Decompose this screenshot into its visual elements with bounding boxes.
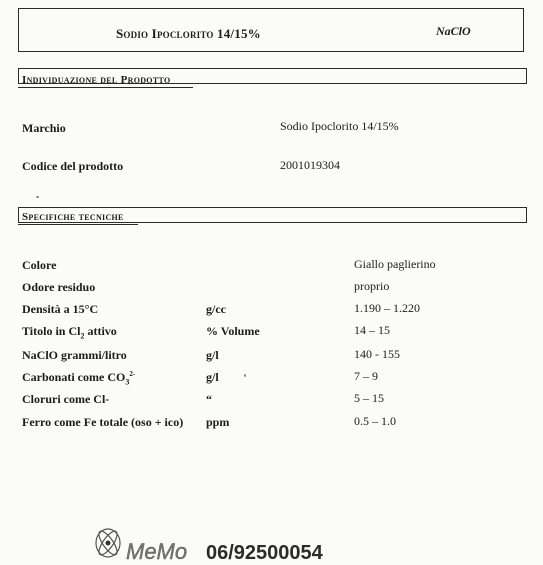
spec-label-naclo: NaClO grammi/litro	[22, 348, 127, 362]
scan-speck	[244, 374, 246, 377]
spec-label-odore: Odore residuo	[22, 280, 96, 294]
label-subscript: 3	[125, 377, 130, 387]
spec-label-densita: Densità a 15°C	[22, 302, 99, 316]
spec-value-carbonati: 7 – 9	[354, 369, 378, 383]
spec-unit-ferro: ppm	[206, 415, 230, 429]
label-superscript: 2-	[129, 370, 136, 378]
memo-logo	[92, 523, 196, 560]
spec-unit-naclo: g/l	[206, 348, 219, 362]
value-marchio: Sodio Ipoclorito 14/15%	[280, 119, 399, 133]
spec-label-ferro: Ferro come Fe totale (oso + ico)	[22, 415, 184, 429]
section-underline	[18, 224, 138, 225]
spec-unit-carbonati: g/l	[206, 370, 219, 384]
spec-value-odore: proprio	[354, 279, 390, 293]
spec-label-carbonati	[22, 370, 135, 386]
label-text: Carbonati come CO	[22, 370, 126, 384]
scan-speck	[36, 196, 39, 198]
spec-unit-densita: g/cc	[206, 302, 226, 316]
section-title-identification: Individuazione del Prodotto	[22, 74, 171, 86]
spec-unit-titolo: % Volume	[206, 324, 260, 338]
label-text: Titolo in Cl	[22, 324, 81, 338]
label-subscript: 2	[80, 331, 85, 341]
label-marchio: Marchio	[22, 121, 66, 135]
label-text: attivo	[84, 324, 117, 338]
logo-text: MeMo	[126, 539, 188, 560]
spec-unit-cloruri: “	[206, 392, 212, 406]
spec-label-cloruri: Cloruri come Cl-	[22, 392, 110, 406]
spec-value-ferro: 0.5 – 1.0	[354, 414, 396, 428]
spec-label-colore: Colore	[22, 258, 57, 272]
spec-value-naclo: 140 - 155	[354, 347, 400, 361]
section-title-specifications: Specifiche tecniche	[22, 211, 124, 223]
chemical-formula: NaClO	[436, 24, 471, 38]
spec-label-titolo	[22, 324, 117, 340]
spec-value-densita: 1.190 – 1.220	[354, 301, 420, 315]
value-codice-prodotto: 2001019304	[280, 158, 340, 172]
label-codice-prodotto: Codice del prodotto	[22, 159, 124, 173]
section-underline	[18, 87, 193, 88]
footer-phone: 06/92500054	[206, 542, 323, 564]
spec-value-colore: Giallo paglierino	[354, 257, 436, 271]
spec-value-titolo: 14 – 15	[354, 323, 390, 337]
spec-value-cloruri: 5 – 15	[354, 391, 384, 405]
product-title: Sodio Ipoclorito 14/15%	[116, 26, 261, 41]
